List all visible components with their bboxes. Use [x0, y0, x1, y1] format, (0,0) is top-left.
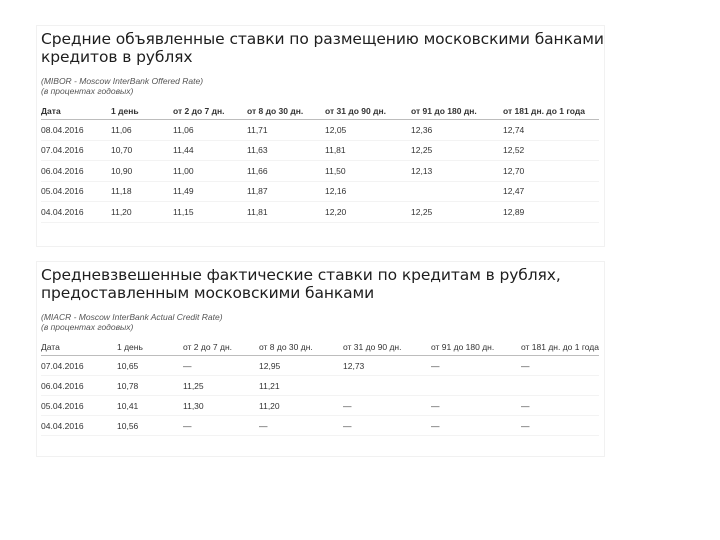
- mibor-title: [41, 30, 604, 66]
- col-header-date: Дата: [41, 342, 117, 356]
- col-header-91-180-days: от 91 до 180 дн.: [431, 342, 521, 356]
- cell-31-90-days: —: [343, 396, 431, 416]
- mibor-table-body: [41, 120, 599, 223]
- miacr-note: [41, 312, 604, 332]
- cell-date: 04.04.2016: [41, 202, 111, 223]
- cell-31-90-days: 11,50: [325, 161, 411, 182]
- table-row: [41, 356, 599, 376]
- mibor-note-line-1: (MIBOR - Moscow InterBank Offered Rate): [41, 76, 204, 86]
- cell-1-day: 10,56: [117, 416, 183, 436]
- cell-1-day: 10,65: [117, 356, 183, 376]
- miacr-table: [41, 342, 599, 436]
- cell-date: 08.04.2016: [41, 120, 111, 141]
- table-row: [41, 181, 599, 202]
- table-header-row: [41, 106, 599, 120]
- table-row: [41, 161, 599, 182]
- cell-date: 06.04.2016: [41, 376, 117, 396]
- cell-181-days-1-year: 12,52: [503, 140, 599, 161]
- cell-date: 05.04.2016: [41, 396, 117, 416]
- cell-1-day: 11,20: [111, 202, 173, 223]
- col-header-1-day: 1 день: [111, 106, 173, 120]
- col-header-2-7-days: от 2 до 7 дн.: [183, 342, 259, 356]
- col-header-2-7-days: от 2 до 7 дн.: [173, 106, 247, 120]
- col-header-date: Дата: [41, 106, 111, 120]
- table-row: [41, 140, 599, 161]
- miacr-title: [41, 266, 604, 302]
- cell-2-7-days: —: [183, 416, 259, 436]
- cell-8-30-days: 11,63: [247, 140, 325, 161]
- cell-91-180-days: 12,25: [411, 202, 503, 223]
- cell-8-30-days: 11,81: [247, 202, 325, 223]
- cell-91-180-days: —: [431, 416, 521, 436]
- cell-8-30-days: 11,87: [247, 181, 325, 202]
- col-header-31-90-days: от 31 до 90 дн.: [325, 106, 411, 120]
- miacr-table-body: [41, 356, 599, 436]
- col-header-181-days-1-year: от 181 дн. до 1 года: [503, 106, 599, 120]
- cell-2-7-days: 11,00: [173, 161, 247, 182]
- col-header-8-30-days: от 8 до 30 дн.: [247, 106, 325, 120]
- cell-8-30-days: 12,95: [259, 356, 343, 376]
- cell-91-180-days: 12,25: [411, 140, 503, 161]
- cell-2-7-days: 11,06: [173, 120, 247, 141]
- mibor-title-line-1: Средние объявленные ставки по размещению московскими банками: [41, 30, 604, 48]
- cell-91-180-days: —: [431, 396, 521, 416]
- cell-date: 05.04.2016: [41, 181, 111, 202]
- mibor-table: [41, 106, 599, 223]
- cell-8-30-days: 11,66: [247, 161, 325, 182]
- cell-31-90-days: 12,73: [343, 356, 431, 376]
- cell-91-180-days: 12,13: [411, 161, 503, 182]
- mibor-title-line-2: кредитов в рублях: [41, 48, 193, 66]
- cell-91-180-days: —: [431, 356, 521, 376]
- cell-31-90-days: 12,16: [325, 181, 411, 202]
- cell-date: 06.04.2016: [41, 161, 111, 182]
- cell-31-90-days: 12,05: [325, 120, 411, 141]
- mibor-panel: [37, 26, 604, 246]
- cell-91-180-days: [431, 376, 521, 396]
- cell-2-7-days: 11,30: [183, 396, 259, 416]
- cell-1-day: 10,70: [111, 140, 173, 161]
- miacr-title-line-1: Средневзвешенные фактические ставки по кредитам в рублях,: [41, 266, 561, 284]
- cell-2-7-days: 11,25: [183, 376, 259, 396]
- miacr-panel: [37, 262, 604, 456]
- mibor-note-line-2: (в процентах годовых): [41, 86, 134, 96]
- cell-181-days-1-year: —: [521, 396, 599, 416]
- cell-181-days-1-year: 12,89: [503, 202, 599, 223]
- cell-8-30-days: 11,20: [259, 396, 343, 416]
- cell-181-days-1-year: 12,47: [503, 181, 599, 202]
- miacr-note-line-1: (MIACR - Moscow InterBank Actual Credit Rate): [41, 312, 223, 322]
- cell-8-30-days: —: [259, 416, 343, 436]
- cell-2-7-days: 11,44: [173, 140, 247, 161]
- cell-181-days-1-year: —: [521, 416, 599, 436]
- table-row: [41, 202, 599, 223]
- cell-31-90-days: —: [343, 416, 431, 436]
- cell-date: 04.04.2016: [41, 416, 117, 436]
- cell-2-7-days: 11,15: [173, 202, 247, 223]
- table-row: [41, 416, 599, 436]
- col-header-31-90-days: от 31 до 90 дн.: [343, 342, 431, 356]
- miacr-title-line-2: предоставленным московскими банками: [41, 284, 375, 302]
- col-header-91-180-days: от 91 до 180 дн.: [411, 106, 503, 120]
- cell-2-7-days: 11,49: [173, 181, 247, 202]
- cell-31-90-days: 11,81: [325, 140, 411, 161]
- cell-91-180-days: 12,36: [411, 120, 503, 141]
- table-header-row: [41, 342, 599, 356]
- cell-8-30-days: 11,71: [247, 120, 325, 141]
- cell-1-day: 10,90: [111, 161, 173, 182]
- cell-8-30-days: 11,21: [259, 376, 343, 396]
- cell-2-7-days: —: [183, 356, 259, 376]
- table-row: [41, 120, 599, 141]
- cell-181-days-1-year: 12,74: [503, 120, 599, 141]
- miacr-note-line-2: (в процентах годовых): [41, 322, 134, 332]
- table-row: [41, 376, 599, 396]
- cell-date: 07.04.2016: [41, 356, 117, 376]
- cell-1-day: 11,06: [111, 120, 173, 141]
- cell-1-day: 11,18: [111, 181, 173, 202]
- cell-date: 07.04.2016: [41, 140, 111, 161]
- cell-91-180-days: [411, 181, 503, 202]
- col-header-8-30-days: от 8 до 30 дн.: [259, 342, 343, 356]
- cell-181-days-1-year: [521, 376, 599, 396]
- cell-31-90-days: [343, 376, 431, 396]
- col-header-1-day: 1 день: [117, 342, 183, 356]
- cell-31-90-days: 12,20: [325, 202, 411, 223]
- cell-1-day: 10,41: [117, 396, 183, 416]
- cell-181-days-1-year: 12,70: [503, 161, 599, 182]
- cell-1-day: 10,78: [117, 376, 183, 396]
- table-row: [41, 396, 599, 416]
- cell-181-days-1-year: —: [521, 356, 599, 376]
- col-header-181-days-1-year: от 181 дн. до 1 года: [521, 342, 599, 356]
- mibor-note: [41, 76, 604, 96]
